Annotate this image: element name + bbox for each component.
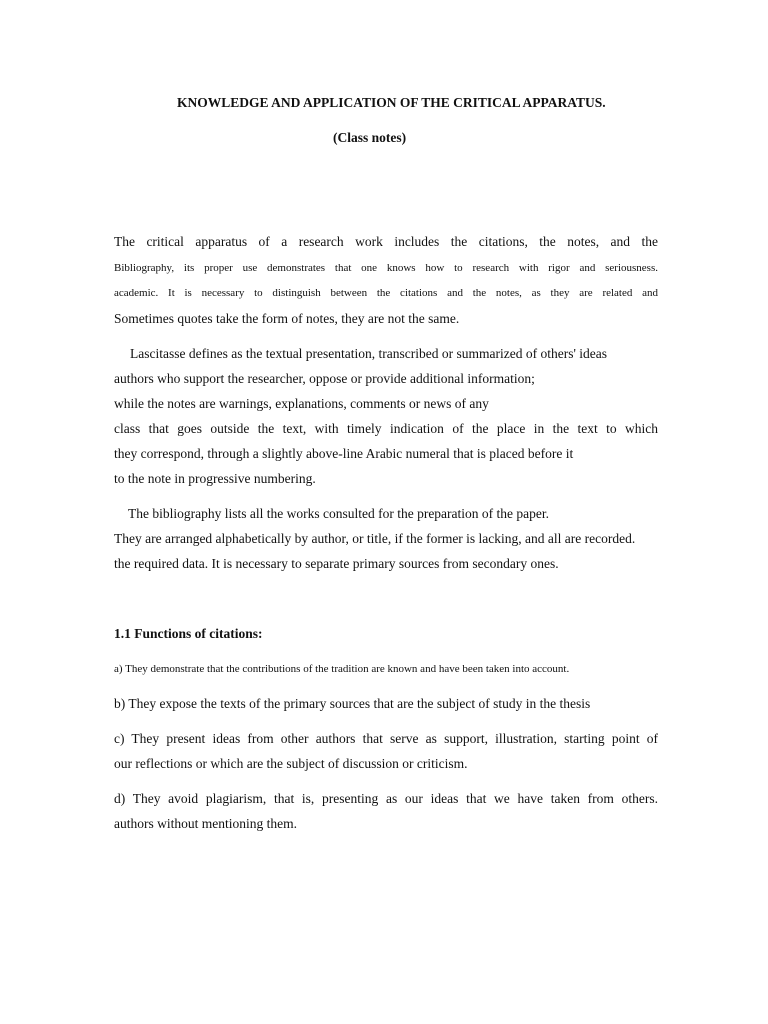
paragraph-2-line-2: authors who support the researcher, oppose or provide additional information; — [114, 371, 535, 386]
section-heading: 1.1 Functions of citations: — [114, 626, 263, 641]
paragraph-2-line-5: they correspond, through a slightly above-line Arabic numeral that is placed before it — [114, 446, 574, 461]
document-title: KNOWLEDGE AND APPLICATION OF THE CRITICAL APPARATUS. — [177, 95, 606, 110]
paragraph-1-line-3: academic. It is necessary to distinguish between the citations and the notes, as they are related and — [114, 287, 658, 299]
document-subtitle: (Class notes) — [333, 130, 407, 145]
paragraph-3-line-1: The bibliography lists all the works consulted for the preparation of the paper. — [128, 506, 550, 521]
paragraph-3-line-2: They are arranged alphabetically by author, or title, if the former is lacking, and all are recorded. — [114, 531, 636, 546]
citation-function-d-line-1: d) They avoid plagiarism, that is, presenting as our ideas that we have taken from others. — [114, 791, 658, 806]
citation-function-b: b) They expose the texts of the primary sources that are the subject of study in the thesis — [114, 696, 591, 711]
paragraph-2-line-6: to the note in progressive numbering. — [114, 471, 316, 486]
paragraph-1-line-2: Bibliography, its proper use demonstrates that one knows how to research with rigor and seriousness. — [114, 262, 658, 274]
paragraph-2-line-1: Lascitasse defines as the textual presentation, transcribed or summarized of others' ideas — [130, 346, 608, 361]
paragraph-2-line-3: while the notes are warnings, explanations, comments or news of any — [114, 396, 489, 411]
citation-function-d-line-2: authors without mentioning them. — [114, 816, 297, 831]
citation-function-c-line-2: our reflections or which are the subject of discussion or criticism. — [114, 756, 468, 771]
paragraph-1-line-4: Sometimes quotes take the form of notes, they are not the same. — [114, 311, 460, 326]
citation-function-c-line-1: c) They present ideas from other authors that serve as support, illustration, starting point of — [114, 731, 658, 746]
paragraph-3-line-3: the required data. It is necessary to separate primary sources from secondary ones. — [114, 556, 559, 571]
citation-function-a: a) They demonstrate that the contributions of the tradition are known and have been taken into account. — [114, 663, 570, 675]
paragraph-2-line-4: class that goes outside the text, with timely indication of the place in the text to which — [114, 421, 658, 436]
paragraph-1-line-1: The critical apparatus of a research work includes the citations, the notes, and the — [114, 234, 658, 249]
